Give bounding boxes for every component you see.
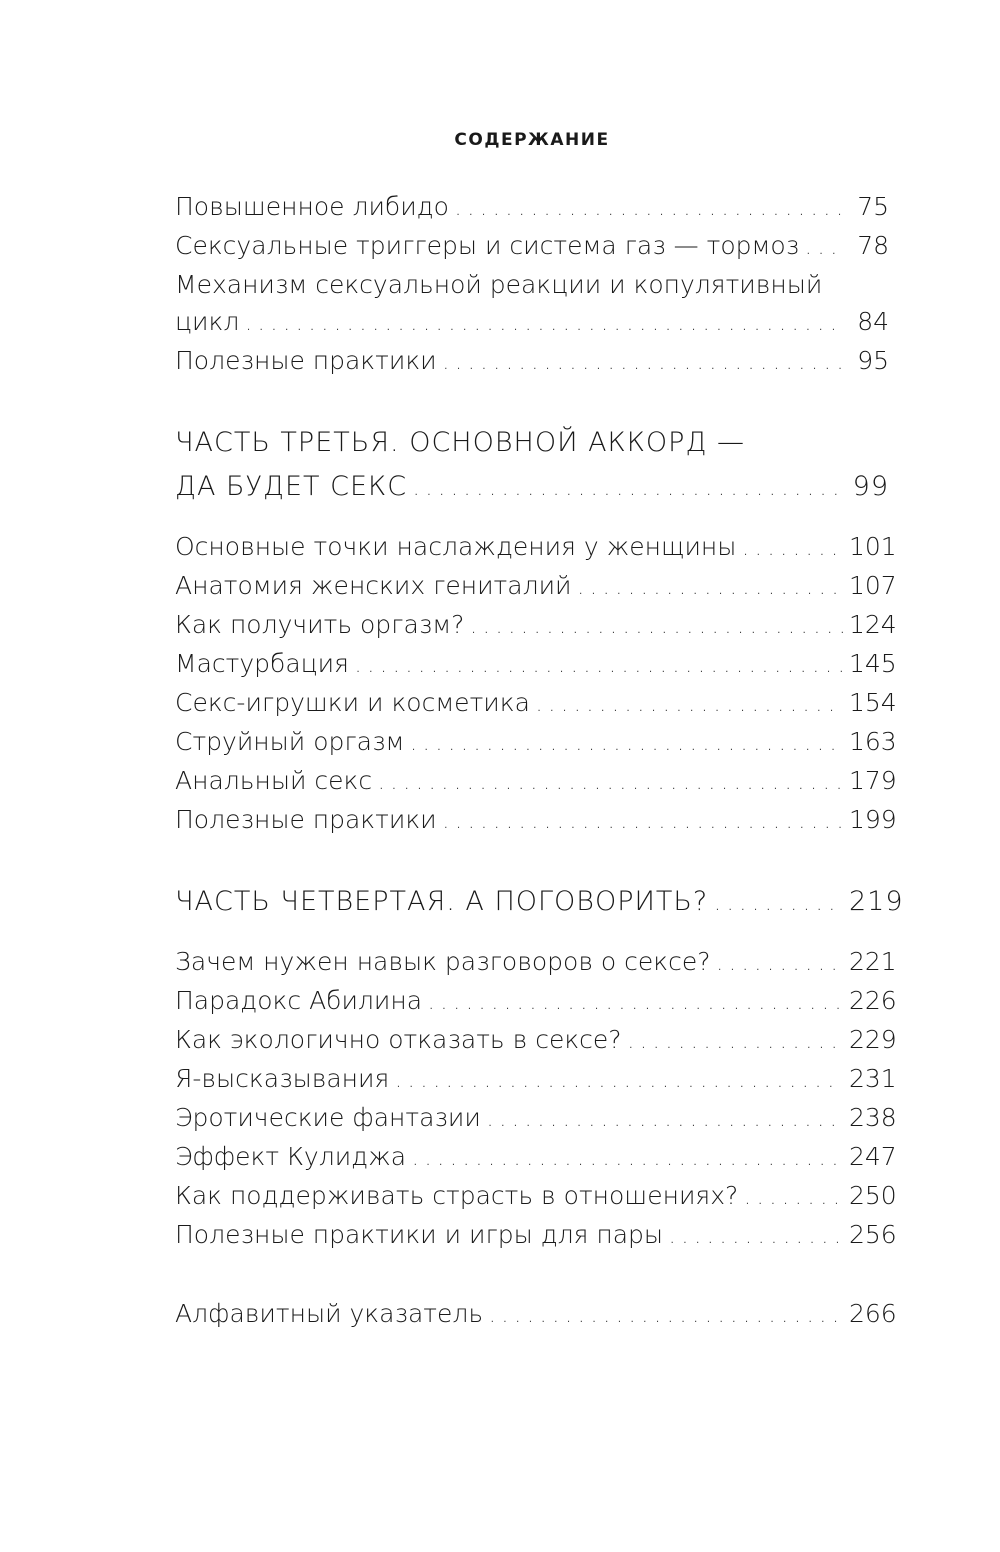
toc-entry[interactable]	[175, 801, 897, 840]
dot-leader	[744, 1179, 843, 1216]
toc-entry-title: Как получить оргазм?	[175, 610, 465, 639]
toc-entry-title: Полезные практики	[175, 346, 437, 375]
toc-entry-title: Парадокс Абилина	[175, 986, 423, 1015]
toc-entry[interactable]	[175, 528, 897, 567]
toc-entry-page: 250	[849, 1181, 897, 1210]
toc-entry-page: 154	[849, 688, 897, 717]
toc-entry-title: Повышенное либидо	[175, 192, 449, 221]
dot-leader	[628, 1023, 843, 1060]
dot-leader	[455, 190, 843, 227]
toc-entry-title: Эротические фантазии	[175, 1103, 481, 1132]
toc-section-index	[175, 1295, 897, 1334]
toc-entry[interactable]	[175, 1021, 897, 1060]
toc-entry-title: Полезные практики	[175, 805, 437, 834]
toc-entry-title-line1: Механизм сексуальной реакции и копулятивный	[175, 270, 823, 299]
toc-part-title-line1: ЧАСТЬ ТРЕТЬЯ. ОСНОВНОЙ АККОРД —	[175, 427, 745, 458]
dot-leader	[443, 803, 843, 840]
dot-leader	[443, 344, 843, 381]
toc-entry[interactable]	[175, 1138, 897, 1177]
toc-entry-page: 179	[849, 766, 897, 795]
toc-entry-title: Основные точки наслаждения у женщины	[175, 532, 737, 561]
toc-entry-page: 95	[857, 346, 889, 375]
toc-entry-title: Полезные практики и игры для пары	[175, 1220, 664, 1249]
toc-part-title-line2: ДА БУДЕТ СЕКС	[175, 471, 408, 502]
toc-entry-page: 247	[849, 1142, 897, 1171]
dot-leader	[714, 881, 843, 925]
toc-entry-page: 266	[849, 1299, 897, 1328]
toc-entry[interactable]	[175, 266, 889, 342]
toc-entry[interactable]	[175, 982, 897, 1021]
toc-entry-title: Эффект Кулиджа	[175, 1142, 407, 1171]
toc-entry-page: 163	[849, 727, 897, 756]
toc-section-a	[175, 188, 889, 381]
dot-leader	[669, 1218, 843, 1255]
toc-entry-page: 145	[849, 649, 897, 678]
toc-entry[interactable]	[175, 684, 897, 723]
toc-entry[interactable]	[175, 1099, 897, 1138]
toc-entry-page: 226	[849, 986, 897, 1015]
toc-part-four	[175, 880, 904, 925]
toc-entry[interactable]	[175, 188, 889, 227]
toc-entry-title: Струйный оргазм	[175, 727, 405, 756]
dot-leader	[470, 608, 843, 645]
toc-entry-index[interactable]	[175, 1295, 897, 1334]
toc-entry[interactable]	[175, 645, 897, 684]
table-of-contents	[175, 188, 904, 1334]
dot-leader	[717, 945, 843, 982]
toc-entry-page: 229	[849, 1025, 897, 1054]
toc-entry-title: Как поддерживать страсть в отношениях?	[175, 1181, 739, 1210]
toc-part-three	[175, 421, 889, 510]
running-head: СОДЕРЖАНИЕ	[454, 130, 610, 150]
dot-leader	[355, 647, 843, 684]
toc-entry[interactable]	[175, 1060, 897, 1099]
toc-part-entry[interactable]	[175, 880, 904, 925]
toc-entry[interactable]	[175, 723, 897, 762]
toc-entry-title: Алфавитный указатель	[175, 1299, 484, 1328]
toc-part-title-line2-row	[175, 465, 889, 510]
dot-leader	[536, 686, 843, 723]
toc-part-entry[interactable]	[175, 421, 889, 510]
toc-entry[interactable]	[175, 606, 897, 645]
toc-entry-page: 107	[849, 571, 897, 600]
toc-entry[interactable]	[175, 762, 897, 801]
toc-part-page: 219	[849, 886, 904, 917]
dot-leader	[378, 764, 843, 801]
toc-entry-title: Секс-игрушки и косметика	[175, 688, 530, 717]
toc-entry-title: Анальный секс	[175, 766, 373, 795]
toc-entry-page: 256	[849, 1220, 897, 1249]
toc-entry-title: Мастурбация	[175, 649, 349, 678]
toc-part-title: ЧАСТЬ ЧЕТВЕРТАЯ. А ПОГОВОРИТЬ?	[175, 886, 709, 917]
toc-section-c	[175, 943, 897, 1255]
toc-entry-page: 84	[857, 307, 889, 336]
toc-entry-page: 221	[849, 947, 897, 976]
dot-leader	[412, 1140, 843, 1177]
toc-entry-page: 101	[849, 532, 897, 561]
toc-entry[interactable]	[175, 1177, 897, 1216]
toc-entry-page: 78	[857, 231, 889, 260]
toc-entry[interactable]	[175, 1216, 897, 1255]
dot-leader	[395, 1062, 843, 1099]
dot-leader	[805, 229, 843, 266]
dot-leader	[410, 725, 843, 762]
dot-leader	[487, 1101, 843, 1138]
toc-section-b	[175, 528, 897, 840]
toc-entry-title: Я-высказывания	[175, 1064, 390, 1093]
toc-part-page: 99	[852, 471, 889, 502]
toc-entry[interactable]	[175, 227, 889, 266]
toc-entry-title: Зачем нужен навык разговоров о сексе?	[175, 947, 711, 976]
toc-entry-page: 199	[849, 805, 897, 834]
dot-leader	[413, 466, 843, 510]
toc-entry-title: Сексуальные триггеры и система газ — тормоз	[175, 231, 800, 260]
dot-leader	[742, 530, 843, 567]
dot-leader	[428, 984, 843, 1021]
toc-entry-page: 75	[857, 192, 889, 221]
toc-entry-page: 231	[849, 1064, 897, 1093]
toc-entry-title: Как экологично отказать в сексе?	[175, 1025, 622, 1054]
dot-leader	[489, 1297, 843, 1334]
toc-entry[interactable]	[175, 342, 889, 381]
dot-leader	[245, 305, 843, 342]
toc-entry-title-line2-row	[175, 303, 889, 342]
dot-leader	[578, 569, 843, 606]
toc-entry-page: 238	[849, 1103, 897, 1132]
toc-entry[interactable]	[175, 567, 897, 606]
toc-entry[interactable]	[175, 943, 897, 982]
toc-entry-title-line2: цикл	[175, 307, 240, 336]
toc-entry-page: 124	[849, 610, 897, 639]
toc-entry-title: Анатомия женских гениталий	[175, 571, 572, 600]
